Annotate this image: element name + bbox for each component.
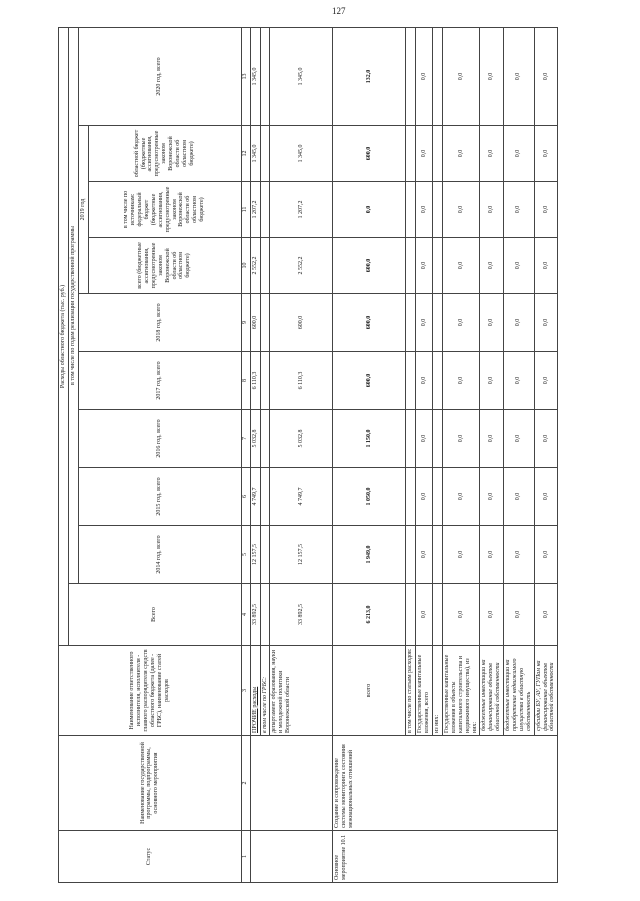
col-number: 4 [241, 584, 250, 646]
value-cell: 600,0 [333, 238, 406, 294]
value-cell: 0,0 [534, 126, 558, 182]
measure-name: Создание и сопровождение системы мониторинга состояния межнациональных отношений [333, 736, 558, 831]
header-2019-total: всего (бюджетные ассигнования, предусмотренные законом Воронежской области об областном бюджете) [88, 238, 241, 294]
value-cell: 0,0 [534, 294, 558, 352]
value-cell: 0,0 [534, 526, 558, 584]
value-cell: 0,0 [416, 410, 433, 468]
value-cell: 2 552,2 [270, 238, 333, 294]
value-cell: 0,0 [443, 468, 480, 526]
value-cell: 0,0 [443, 410, 480, 468]
value-cell: 0,0 [480, 584, 504, 646]
value-cell: 33 892,5 [270, 584, 333, 646]
value-cell: 0,0 [534, 238, 558, 294]
header-total: Всего [68, 584, 241, 646]
row-label-department: департамент образования, науки и молодежной политики Воронежской области [270, 646, 333, 736]
value-cell: 0,0 [480, 27, 504, 125]
value-cell: 0,0 [480, 126, 504, 182]
value-cell: 0,0 [504, 526, 535, 584]
value-cell: 4 749,7 [250, 468, 260, 526]
value-cell: 0,0 [416, 468, 433, 526]
col-number: 7 [241, 410, 250, 468]
value-cell: 600,0 [270, 294, 333, 352]
value-cell: 0,0 [480, 468, 504, 526]
header-2015: 2015 год, всего [78, 468, 241, 526]
column-numbers-row [241, 27, 250, 882]
row-label-subsidies: субсидии БУ, АУ, ГУПам на финансирование объектов областной собственности [534, 646, 558, 736]
value-cell: 1 345,0 [270, 27, 333, 125]
expense-table-rotated [58, 28, 628, 883]
value-cell: 600,0 [333, 294, 406, 352]
row-label-other-expenses: ПРОЧИЕ расходы [250, 646, 260, 736]
value-cell: 600,0 [333, 352, 406, 410]
value-cell: 0,0 [480, 238, 504, 294]
value-cell: 0,0 [443, 294, 480, 352]
header-federal-text: федеральный бюджет (бюджетные ассигнования, предусмотренные законом Воронежской области об областном бюджете) [137, 186, 206, 233]
value-cell: 0,0 [504, 584, 535, 646]
row-label-budget-invest-acq: бюджетные инвестиции на приобретение недвижимого имущества в областную собственность [504, 646, 535, 736]
header-2020: 2020 год, всего [78, 27, 241, 125]
status-measure-10-1: Основное мероприятие 10.1 [333, 831, 558, 883]
value-cell: 1 345,0 [250, 126, 260, 182]
value-cell: 0,0 [504, 294, 535, 352]
row-label-measure-total: всего [333, 646, 406, 736]
value-cell: 6 110,3 [250, 352, 260, 410]
value-cell: 0,0 [504, 410, 535, 468]
value-cell: 0,0 [504, 238, 535, 294]
col-number: 9 [241, 294, 250, 352]
value-cell: 0,0 [416, 294, 433, 352]
value-cell: 0,0 [534, 468, 558, 526]
value-cell: 0,0 [534, 410, 558, 468]
row-label-capital: Государственные капитальные вложения, всего [416, 646, 433, 736]
value-cell: 1 150,0 [333, 410, 406, 468]
value-cell: 0,0 [443, 352, 480, 410]
value-cell: 1 207,2 [270, 182, 333, 238]
value-cell: 0,0 [504, 126, 535, 182]
value-cell: 0,0 [416, 126, 433, 182]
value-cell: 0,0 [480, 294, 504, 352]
value-cell: 0,0 [534, 352, 558, 410]
value-cell: 6 213,0 [333, 584, 406, 646]
value-cell: 5 032,8 [250, 410, 260, 468]
value-cell: 5 032,8 [270, 410, 333, 468]
value-cell: 0,0 [416, 352, 433, 410]
col-number: 13 [241, 27, 250, 125]
row-label-grbs-note: в том числе по ГРБС: [260, 646, 270, 736]
value-cell: 600,0 [250, 294, 260, 352]
value-cell: 0,0 [480, 182, 504, 238]
value-cell: 0,0 [416, 182, 433, 238]
col-number: 6 [241, 468, 250, 526]
row-label-budget-invest: бюджетные инвестиции на финансирование объектов областной собственности [480, 646, 504, 736]
value-cell: 0,0 [504, 468, 535, 526]
value-cell: 2 552,2 [250, 238, 260, 294]
value-cell: 0,0 [416, 526, 433, 584]
col-number: 5 [241, 526, 250, 584]
header-2014: 2014 год, всего [78, 526, 241, 584]
value-cell: 0,0 [416, 238, 433, 294]
header-federal [88, 182, 241, 238]
row-label-by-items: в том числе по статьям расходов: [406, 646, 416, 736]
value-cell: 1 345,0 [250, 27, 260, 125]
col-number: 10 [241, 238, 250, 294]
value-cell: 12 157,5 [270, 526, 333, 584]
status-cell-empty [250, 831, 333, 883]
header-2019: 2019 год [78, 126, 88, 294]
value-cell: 0,0 [534, 27, 558, 125]
value-cell: 0,0 [443, 182, 480, 238]
value-cell: 0,0 [504, 352, 535, 410]
program-cell-empty [250, 736, 333, 831]
value-cell: 0,0 [480, 352, 504, 410]
row-label-capital-objects: Государственные капитальные вложения в объекты капитального строительства и недвижимого имущества), из них: [443, 646, 480, 736]
value-cell: 0,0 [534, 584, 558, 646]
header-status: Статус [59, 831, 242, 883]
value-cell: 0,0 [443, 238, 480, 294]
value-cell: 1 050,0 [333, 468, 406, 526]
col-number: 12 [241, 126, 250, 182]
value-cell: 1 949,0 [333, 526, 406, 584]
col-number: 2 [241, 736, 250, 831]
expense-table [58, 27, 558, 883]
value-cell: 0,0 [443, 27, 480, 125]
header-2016: 2016 год, всего [78, 410, 241, 468]
value-cell: 0,0 [504, 27, 535, 125]
value-cell: 0,0 [443, 584, 480, 646]
value-cell: 0,0 [534, 182, 558, 238]
value-cell: 0,0 [443, 126, 480, 182]
header-by-years: в том числе по годам реализации государственной программы [68, 27, 78, 583]
col-number: 1 [241, 831, 250, 883]
value-cell: 1 345,0 [270, 126, 333, 182]
value-cell: 33 892,5 [250, 584, 260, 646]
row-label-of-them: из них: [433, 646, 443, 736]
value-cell: 0,0 [480, 410, 504, 468]
col-number: 11 [241, 182, 250, 238]
value-cell: 6 110,3 [270, 352, 333, 410]
header-by-sources: в том числе по источникам: [123, 190, 137, 229]
page-number: 127 [332, 6, 346, 16]
header-program-name: Наименование государственной программы, подпрограммы, основного мероприятия [59, 736, 242, 831]
value-cell: 132,0 [333, 27, 406, 125]
value-cell: 4 749,7 [270, 468, 333, 526]
header-2017: 2017 год, всего [78, 352, 241, 410]
value-cell: 600,0 [333, 126, 406, 182]
header-executor: Наименование ответственного исполнителя, исполнителя - главного распорядителя средств областного бюджета (далее - ГРБС), наименование статей расходов [59, 646, 242, 736]
value-cell: 0,0 [333, 182, 406, 238]
table-row [333, 27, 406, 882]
value-cell: 0,0 [480, 526, 504, 584]
header-2018: 2018 год, всего [78, 294, 241, 352]
col-number: 3 [241, 646, 250, 736]
header-expenses-title: Расходы областного бюджета (тыс. руб.) [59, 27, 69, 645]
value-cell: 12 157,5 [250, 526, 260, 584]
value-cell: 0,0 [416, 584, 433, 646]
value-cell: 0,0 [504, 182, 535, 238]
value-cell: 0,0 [416, 27, 433, 125]
value-cell: 0,0 [443, 526, 480, 584]
value-cell: 1 207,2 [250, 182, 260, 238]
col-number: 8 [241, 352, 250, 410]
header-regional: областной бюджет (бюджетные ассигнования, предусмотренные законом Воронежской области об областном бюджете) [88, 126, 241, 182]
table-row [250, 27, 260, 882]
